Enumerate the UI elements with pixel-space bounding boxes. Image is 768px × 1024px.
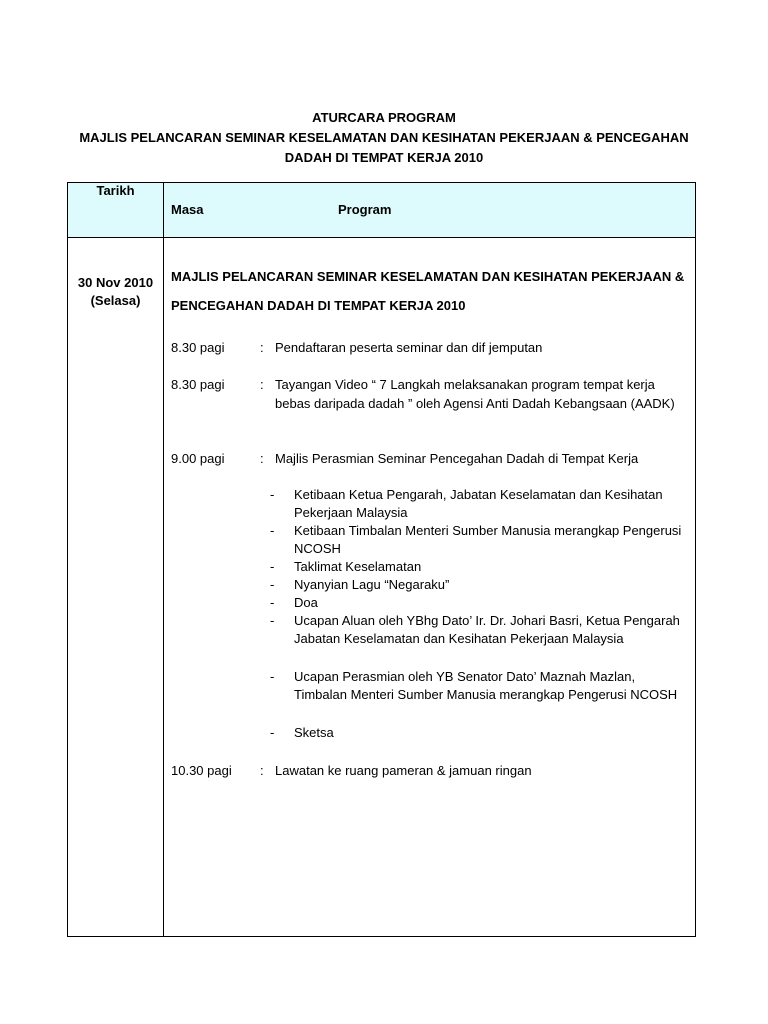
bullet-dash: - <box>270 669 275 684</box>
entry-separator: : <box>260 763 264 778</box>
entry-separator: : <box>260 451 264 466</box>
entry-separator: : <box>260 377 264 392</box>
header-time: Masa <box>171 202 204 217</box>
program-cell <box>164 238 696 937</box>
bullet-text: Ketibaan Timbalan Menteri Sumber Manusia merangkap Pengerusi NCOSH <box>294 523 682 556</box>
bullet-text: Ucapan Aluan oleh YBhg Dato’ Ir. Dr. Johari Basri, Ketua Pengarah Jabatan Keselamatan dan Kesihatan Pekerjaan Malaysia <box>294 613 680 646</box>
bullet-dash: - <box>270 487 275 502</box>
header-program: Program <box>338 202 392 217</box>
table-header-row <box>68 183 696 238</box>
bullet-dash: - <box>270 559 275 574</box>
bullet-dash: - <box>270 725 275 740</box>
date-cell <box>68 238 164 937</box>
entry-description: Majlis Perasmian Seminar Pencegahan Dadah di Tempat Kerja <box>275 451 639 466</box>
header-time-program <box>164 183 696 238</box>
bullet-dash: - <box>270 595 275 610</box>
entry-description: Lawatan ke ruang pameran & jamuan ringan <box>275 763 532 778</box>
entry-description: Tayangan Video “ 7 Langkah melaksanakan program tempat kerja bebas daripada dadah ” oleh Agensi Anti Dadah Kebangsaan (AADK) <box>275 377 675 411</box>
bullet-text: Ketibaan Ketua Pengarah, Jabatan Keselamatan dan Kesihatan Pekerjaan Malaysia <box>294 487 663 520</box>
entry-time: 8.30 pagi <box>171 340 225 355</box>
heading-line-1: ATURCARA PROGRAM <box>312 110 456 125</box>
event-title: MAJLIS PELANCARAN SEMINAR KESELAMATAN DAN KESIHATAN PEKERJAAN & PENCEGAHAN DADAH DI TEMPAT KERJA 2010 <box>171 269 685 313</box>
bullet-dash: - <box>270 523 275 538</box>
bullet-text: Ucapan Perasmian oleh YB Senator Dato’ Maznah Mazlan, Timbalan Menteri Sumber Manusia merangkap Pengerusi NCOSH <box>294 669 678 702</box>
bullet-dash: - <box>270 613 275 628</box>
schedule-table <box>67 182 696 937</box>
entry-time: 10.30 pagi <box>171 763 232 778</box>
bullet-text: Doa <box>294 595 318 610</box>
heading-line-2: MAJLIS PELANCARAN SEMINAR KESELAMATAN DAN KESIHATAN PEKERJAAN & PENCEGAHAN <box>79 130 689 145</box>
entry-time: 9.00 pagi <box>171 451 225 466</box>
entry-separator: : <box>260 340 264 355</box>
bullet-dash: - <box>270 577 275 592</box>
table-body-row <box>68 238 696 937</box>
document-heading <box>0 108 768 168</box>
heading-line-3: DADAH DI TEMPAT KERJA 2010 <box>284 150 484 165</box>
bullet-text: Taklimat Keselamatan <box>294 559 422 574</box>
event-date: 30 Nov 2010 <box>77 275 154 290</box>
event-day: (Selasa) <box>90 293 141 308</box>
bullet-text: Sketsa <box>294 725 334 740</box>
header-date: Tarikh <box>68 183 164 238</box>
entry-description: Pendaftaran peserta seminar dan dif jemputan <box>275 340 543 355</box>
bullet-text: Nyanyian Lagu “Negaraku” <box>294 577 450 592</box>
entry-time: 8.30 pagi <box>171 377 225 392</box>
